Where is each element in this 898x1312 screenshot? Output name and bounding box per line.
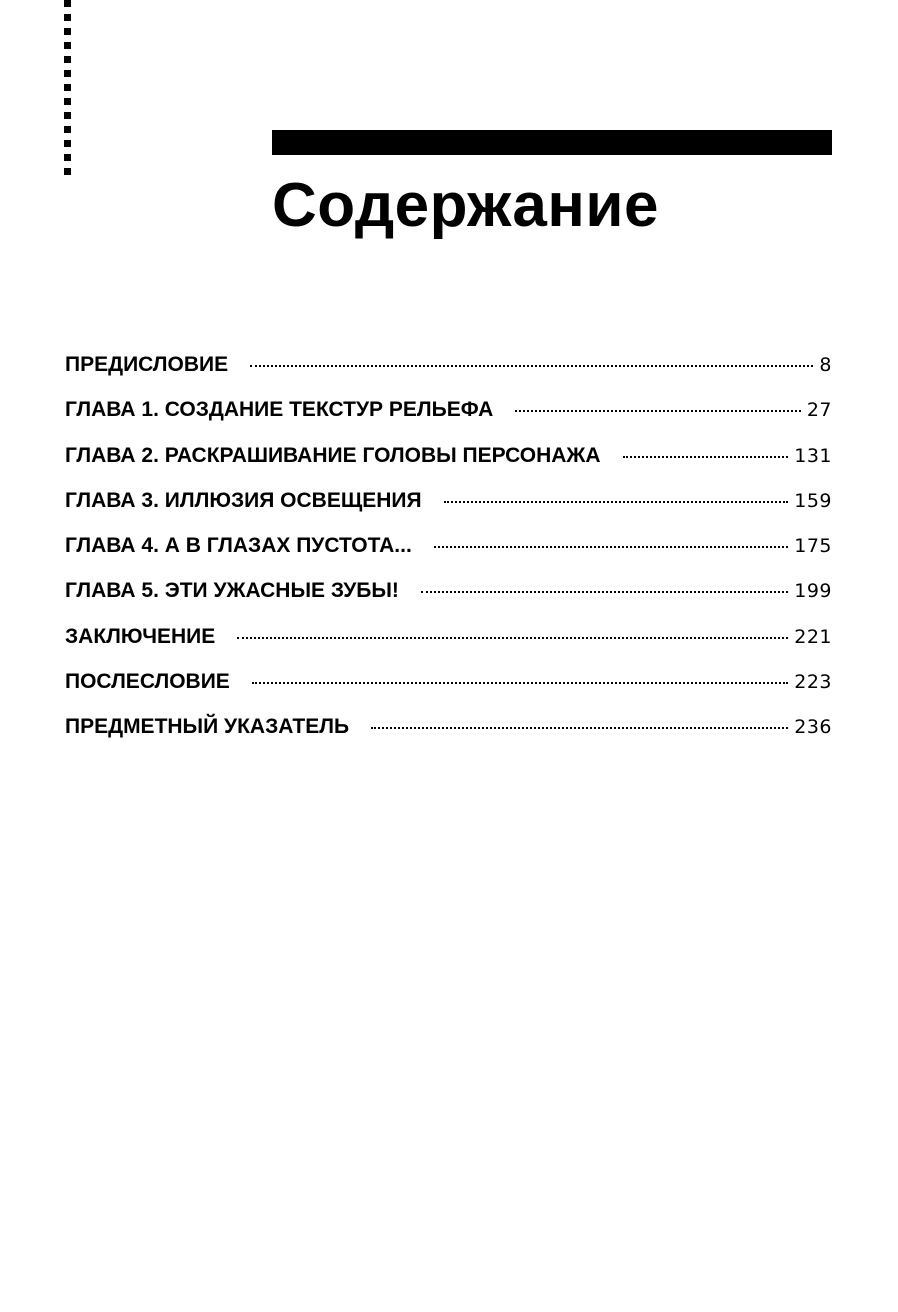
dot-leader [371,727,788,729]
toc-entry-page: 131 [794,444,832,467]
toc-entry-label: ГЛАВА 4. А В ГЛАЗАХ ПУСТОТА... [65,534,412,557]
toc-entry-index[interactable] [65,712,832,757]
toc-entry-page: 159 [794,489,832,512]
toc-entry-chapter-2[interactable] [65,441,832,486]
dot-leader [444,501,789,503]
toc-entry-chapter-5[interactable] [65,576,832,621]
dot-leader [623,456,789,458]
toc-entry-label: ГЛАВА 3. ИЛЛЮЗИЯ ОСВЕЩЕНИЯ [65,488,422,512]
toc-entry-label: ПОСЛЕСЛОВИЕ [65,669,230,693]
toc-entry-page: 236 [794,716,832,738]
toc-entry-label: ГЛАВА 5. ЭТИ УЖАСНЫЕ ЗУБЫ! [65,579,399,603]
toc-entry-label: ПРЕДИСЛОВИЕ [65,353,229,376]
table-of-contents [65,350,832,757]
page-title: Содержание [272,171,659,240]
toc-entry-label: ГЛАВА 2. РАСКРАШИВАНИЕ ГОЛОВЫ ПЕРСОНАЖА [65,443,601,467]
dot-leader [434,546,788,548]
toc-entry-page: 223 [794,670,832,693]
toc-entry-chapter-3[interactable] [65,486,832,531]
toc-entry-preface[interactable] [65,350,832,395]
toc-entry-page: 8 [819,354,832,376]
dot-leader [515,410,801,412]
toc-entry-page: 221 [794,625,832,648]
toc-entry-afterword[interactable] [65,667,832,712]
toc-entry-chapter-4[interactable] [65,531,832,576]
toc-entry-page: 175 [794,535,832,557]
toc-entry-page: 199 [794,580,832,603]
dot-leader [250,365,813,367]
toc-entry-label: ЗАКЛЮЧЕНИЕ [65,624,216,648]
toc-entry-chapter-1[interactable] [65,395,832,440]
toc-entry-label: ПРЕДМЕТНЫЙ УКАЗАТЕЛЬ [65,715,350,738]
title-rule [272,130,832,155]
page-edge-marks [64,0,71,180]
dot-leader [252,682,788,684]
dot-leader [421,591,788,593]
dot-leader [237,637,788,639]
toc-entry-page: 27 [806,399,832,422]
toc-entry-conclusion[interactable] [65,622,832,667]
toc-entry-label: ГЛАВА 1. СОЗДАНИЕ ТЕКСТУР РЕЛЬЕФА [65,398,494,422]
